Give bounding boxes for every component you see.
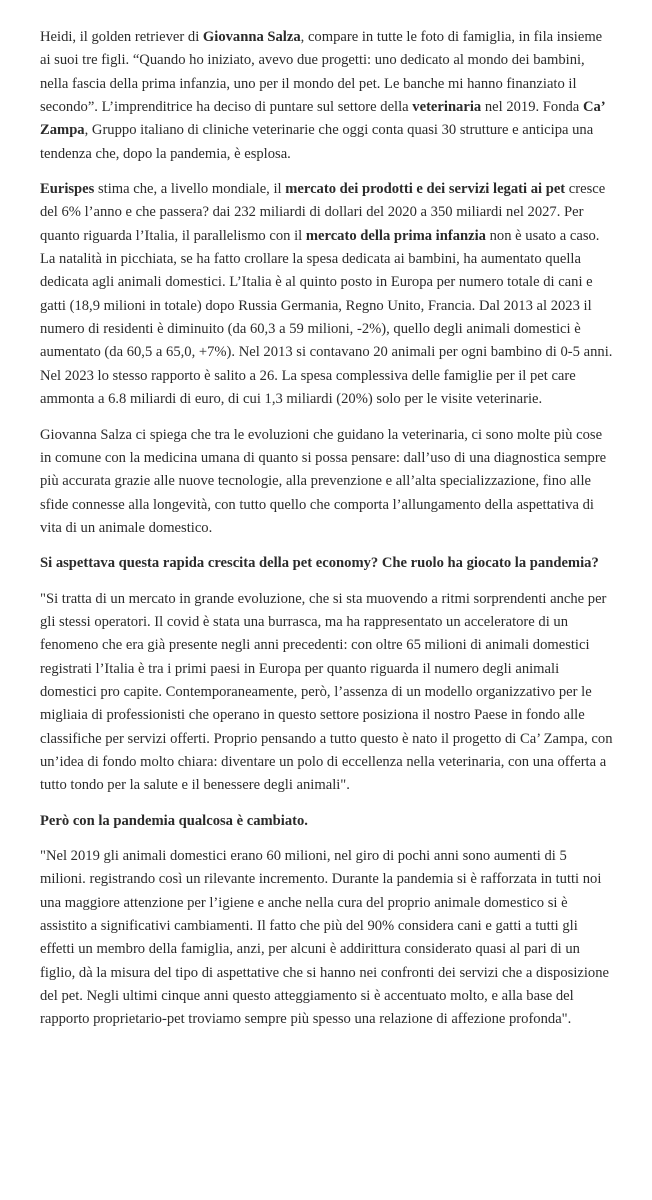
text-run: , Gruppo italiano di cliniche veterinarie che oggi conta quasi 30 strutture e anticipa una tendenza che, dopo la pandemia, è esplosa. <box>40 122 594 162</box>
text-run: , compare in tutte le foto di famiglia, in fila insieme ai suoi tre figli. “Quando ho iniziato, avevo due progetti: uno dedicato al mondo dei bambini, nella fascia della prima infanzia, uno per il mondo del pet. Le banche mi hanno finanziato il secondo”. L’imprenditrice ha deciso di puntare sul settore della <box>40 29 603 116</box>
text-run: "Si tratta di un mercato in grande evoluzione, che si sta muovendo a ritmi sorprendenti anche per gli stessi operatori. Il covid è stata una burrasca, ma ha rappresentato un acceleratore di un fenomeno che era già presente negli anni precedenti: con oltre 65 milioni di animali domestici registrati l’Italia è tra i primi paesi in Europa per quanto riguarda il numero degli animali domestici pro capite. Contemporaneamente, però, l’assenza di un modello organizzativo per le migliaia di professionisti che operano in questo settore posiziona il nostro Paese in fondo alle classifiche per servizi offerti. Proprio pensando a tutto questo è nato il progetto di Ca’ Zampa, con un’idea di fondo molto chiara: diventare un polo di eccellenza nella veterinaria, con una offerta a tutto tondo per la salute e il benessere degli animali". <box>40 590 613 794</box>
bold-text-run: Ca’ Zampa <box>40 99 605 139</box>
text-run: Giovanna Salza ci spiega che tra le evoluzioni che guidano la veterinaria, ci sono molte più cose in comune con la medicina umana di quanto si possa pensare: dall’uso di una diagnostica sempre più accurata grazie alle nuove tecnologie, alla prevenzione e all’alta specializzazione, fino alle sfide connesse alla longevità, con tutto quello che comporta l’allungamento della aspettativa di vita di un animale domestico. <box>40 426 607 536</box>
article-paragraph <box>40 424 614 541</box>
article-paragraph <box>40 178 614 411</box>
article-paragraph <box>40 588 614 798</box>
bold-text-run: Si aspettava questa rapida crescita della pet economy? Che ruolo ha giocato la pandemia? <box>40 555 599 572</box>
article-paragraph <box>40 845 614 1032</box>
bold-text-run: Però con la pandemia qualcosa è cambiato. <box>40 812 308 829</box>
article-paragraph <box>40 26 614 166</box>
bold-text-run: Giovanna Salza <box>202 29 301 45</box>
text-run: nel 2019. Fonda <box>481 99 583 116</box>
text-run: non è usato a caso. La natalità in picchiata, se ha fatto crollare la spesa dedicata ai bambini, ha aumentato quella dedicata agli animali domestici. L’Italia è al quinto posto in Europa per numero totale di cani e gatti (18,9 milioni in totale) dopo Russia Germania, Regno Unito, Francia. Dal 2013 al 2023 il numero di residenti è diminuito (da 60,3 a 59 milioni, -2%), quello degli animali domestici è aumentato (da 60,5 a 65,0, +7%). Nel 2013 si contavano 20 animali per ogni bambino di 0-5 anni. Nel 2023 lo stesso rapporto è salito a 26. La spesa complessiva delle famiglie per il pet care ammonta a 6.8 miliardi di euro, di cui 1,3 miliardi (20%) solo per le visite veterinarie. <box>40 227 613 408</box>
text-run: cresce del 6% l’anno e che passera? dai 232 miliardi di dollari del 2020 a 350 miliardi nel 2027. Per quanto riguarda l’Italia, il parallelismo con il <box>40 181 606 244</box>
interview-question-heading <box>40 552 614 575</box>
bold-text-run: mercato dei prodotti e dei servizi legati ai pet <box>285 181 566 198</box>
bold-text-run: mercato della prima infanzia <box>305 227 486 244</box>
text-run: stima che, a livello mondiale, il <box>94 181 286 198</box>
text-run: "Nel 2019 gli animali domestici erano 60 milioni, nel giro di pochi anni sono aumenti di 5 milioni. registrando così un rilevante incremento. Durante la pandemia si è rafforzata in tutti noi una maggiore attenzione per l’igiene e anche nella cura del proprio animale domestico si è assistito a significativi cambiamenti. Il fatto che più del 90% considera cani e gatti a tutti gli effetti un membro della famiglia, anzi, per alcuni è addirittura considerato quasi al pari di un figlio, dà la misura del tipo di aspettative che si hanno nei confronti dei servizi che a disposizione del pet. Negli ultimi cinque anni questo atteggiamento si è accentuato molto, e alla base del rapporto proprietario-pet troviamo sempre più spesso una relazione di affezione profonda". <box>40 848 609 1028</box>
bold-text-run: veterinaria <box>412 99 482 116</box>
interview-question-heading <box>40 810 614 833</box>
text-run: Heidi, il golden retriever di <box>40 29 203 45</box>
bold-text-run: Eurispes <box>40 181 95 198</box>
